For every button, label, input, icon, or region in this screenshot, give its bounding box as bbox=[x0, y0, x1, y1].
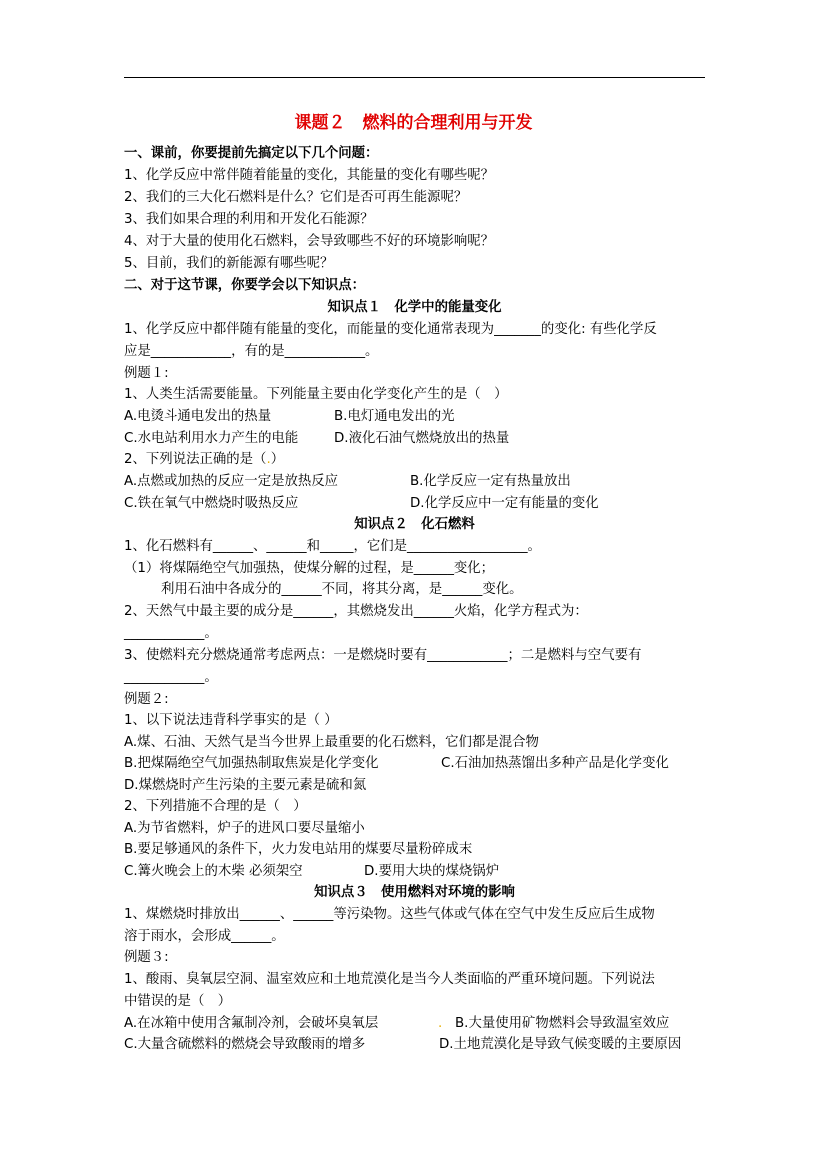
kp1-example2-option-d: D.化学反应中一定有能量的变化 bbox=[410, 496, 599, 511]
kp3-example1-option-a-mark: . bbox=[438, 1016, 443, 1031]
kp2-example1-option-a: A.煤、石油、天然气是当今世界上最重要的化石燃料，它们都是混合物 bbox=[124, 735, 539, 750]
kp1-example2-option-a: A.点燃或加热的反应一定是放热反应 bbox=[124, 474, 339, 489]
kp2-line-6: 3、使燃料充分燃烧通常考虑两点：一是燃烧时要有____________；二是燃料与空气要有 bbox=[124, 648, 642, 663]
kp1-example2-question-close: ） bbox=[270, 452, 285, 467]
kp1-example2-option-b: B.化学反应一定有热量放出 bbox=[410, 474, 571, 489]
kp1-example-label: 例题１: bbox=[124, 366, 169, 381]
kp1-example1-option-d: D.液化石油气燃烧放出的热量 bbox=[334, 431, 510, 446]
kp3-example1-option-a: A.在冰箱中使用含氟制冷剂，会破坏臭氧层 bbox=[124, 1016, 379, 1031]
kp2-example1-option-d: D.煤燃烧时产生污染的主要元素是硫和氮 bbox=[124, 778, 367, 793]
kp1-heading: 知识点１ 化学中的能量变化 bbox=[327, 300, 502, 315]
section2-heading: 二、对于这节课，你要学会以下知识点： bbox=[124, 278, 366, 293]
section1-question-2: 2、我们的三大化石燃料是什么？它们是否可再生能源呢？ bbox=[124, 190, 468, 205]
section1-question-1: 1、化学反应中常伴随着能量的变化，其能量的变化有哪些呢？ bbox=[124, 168, 495, 183]
kp3-example1-option-c: C.大量含硫燃料的燃烧会导致酸雨的增多 bbox=[124, 1037, 366, 1052]
kp1-example1-option-c: C.水电站利用水力产生的电能 bbox=[124, 431, 299, 446]
kp2-example1-question: 1、以下说法违背科学事实的是（ ） bbox=[124, 713, 338, 728]
kp2-example-label: 例题２: bbox=[124, 692, 169, 707]
header-rule bbox=[124, 77, 705, 78]
kp2-line-4: 2、天然气中最主要的成分是______，其燃烧发出______火焰，化学方程式为： bbox=[124, 604, 588, 619]
kp1-example1-option-a: A.电烫斗通电发出的热量 bbox=[124, 409, 272, 424]
kp3-line-1: 1、煤燃烧时排放出______、______等污染物。这些气体或气体在空气中发生反应后生成物 bbox=[124, 907, 655, 922]
section1-question-3: 3、我们如果合理的利用和开发化石能源？ bbox=[124, 212, 374, 227]
kp2-line-5: ____________。 bbox=[124, 626, 218, 641]
kp2-example2-option-b: B.要足够通风的条件下，火力发电站用的煤要尽量粉碎成末 bbox=[124, 842, 473, 857]
kp2-example2-option-a: A.为节省燃料，炉子的进风口要尽量缩小 bbox=[124, 821, 365, 836]
kp2-example2-option-d: D.要用大块的煤烧锅炉 bbox=[364, 864, 500, 879]
kp2-line-2: （1）将煤隔绝空气加强热，使煤分解的过程，是______变化； bbox=[124, 561, 495, 576]
kp1-example2-question-text: 2、下列说法正确的是（ bbox=[124, 452, 267, 467]
kp3-line-2: 溶于雨水，会形成______。 bbox=[124, 929, 285, 944]
kp2-heading: 知识点２ 化石燃料 bbox=[354, 517, 475, 532]
kp2-example1-option-b: B.把煤隔绝空气加强热制取焦炭是化学变化 bbox=[124, 756, 379, 771]
kp2-example2-option-c: C.篝火晚会上的木柴 必须架空 bbox=[124, 864, 303, 879]
kp3-example1-question-line-2: 中错误的是（ ） bbox=[124, 994, 232, 1009]
kp3-heading: 知识点３ 使用燃料对环境的影响 bbox=[314, 885, 515, 900]
kp3-example-label: 例题３: bbox=[124, 950, 169, 965]
kp3-example1-option-d: D.土地荒漠化是导致气候变暖的主要原因 bbox=[439, 1037, 682, 1052]
kp2-line-3: 利用石油中各成分的______不同，将其分离，是______变化。 bbox=[161, 582, 523, 597]
kp2-line-1: 1、化石燃料有______、______和_____，它们是__________________。 bbox=[124, 539, 541, 554]
kp1-line-2: 应是____________，有的是____________。 bbox=[124, 344, 379, 359]
kp1-example1-question: 1、人类生活需要能量。下列能量主要由化学变化产生的是（ ） bbox=[124, 387, 508, 402]
kp1-example1-option-b: B.电灯通电发出的光 bbox=[334, 409, 455, 424]
kp2-example1-option-c: C.石油加热蒸馏出多种产品是化学变化 bbox=[441, 756, 669, 771]
kp3-example1-option-b: B.大量使用矿物燃料会导致温室效应 bbox=[455, 1016, 670, 1031]
section1-heading: 一、课前，你要提前先搞定以下几个问题： bbox=[124, 146, 379, 161]
kp1-line-1: 1、化学反应中都伴随有能量的变化，而能量的变化通常表现为_______的变化: 有些化学反 bbox=[124, 322, 657, 337]
kp1-example2-question bbox=[124, 452, 284, 468]
kp2-line-7: ____________。 bbox=[124, 670, 218, 685]
kp2-example2-question: 2、下列措施不合理的是（ ） bbox=[124, 799, 307, 814]
section1-question-4: 4、对于大量的使用化石燃料，会导致哪些不好的环境影响呢？ bbox=[124, 234, 495, 249]
kp1-example2-question-mark: . bbox=[266, 452, 271, 467]
kp1-example2-option-c: C.铁在氧气中燃烧时吸热反应 bbox=[124, 496, 299, 511]
page-title: 课题２ 燃料的合理利用与开发 bbox=[294, 113, 533, 133]
kp3-example1-question-line-1: 1、酸雨、臭氧层空洞、温室效应和土地荒漠化是当今人类面临的严重环境问题。下列说法 bbox=[124, 972, 655, 987]
section1-question-5: 5、目前，我们的新能源有哪些呢？ bbox=[124, 256, 334, 271]
